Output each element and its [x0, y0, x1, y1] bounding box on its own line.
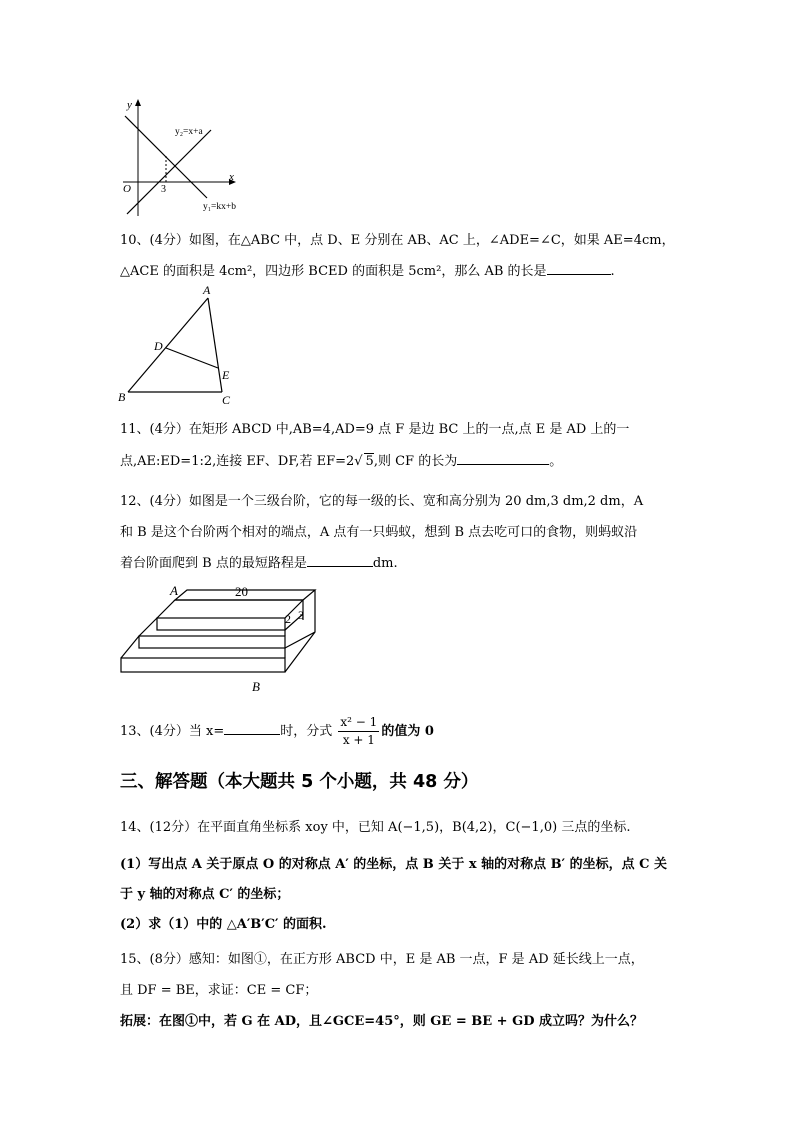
linear-graph-figure: [115, 96, 255, 218]
q11-line1: 11、(4分）在矩形 ABCD 中,AB=4,AD=9 点 F 是边 BC 上的一点,点 E 是 AD 上的一: [120, 422, 630, 437]
q10-line2-text: △ACE 的面积是 4cm²，四边形 BCED 的面积是 5cm²，那么 AB 的长是: [120, 264, 547, 279]
q15-line1: 15、(8分）感知：如图①，在正方形 ABCD 中，E 是 AB 一点，F 是 AD 延长线上一点，: [120, 952, 644, 967]
q12-line3: [120, 552, 398, 571]
x-axis-label: x: [229, 171, 234, 183]
staircase-figure: [115, 580, 325, 698]
q12-line1: 12、(4分）如图是一个三级台阶，它的每一级的长、宽和高分别为 20 dm,3 dm,2 dm，A: [120, 494, 644, 509]
q13-text-c: 的值为 0: [381, 724, 434, 739]
q13-text-b: 时，分式: [280, 724, 333, 739]
fraction: [338, 714, 379, 749]
segment-de: [166, 348, 218, 368]
q15-line2: 且 DF = BE，求证：CE = CF；: [120, 983, 318, 998]
step-1-riser: [121, 658, 285, 672]
q11-line2: [120, 450, 562, 469]
vertex-a: A: [203, 283, 211, 297]
q14-line2: (1）写出点 A 关于原点 O 的对称点 A′ 的坐标，点 B 关于 x 轴的对称点 B′ 的坐标，点 C 关: [120, 857, 667, 872]
step-1-tread: [121, 636, 285, 658]
triangle-figure: [110, 282, 250, 407]
q13-line: [120, 712, 434, 752]
q12-line3-text: 着台阶面爬到 B 点的最短路程是: [120, 556, 307, 571]
tick-3-label: 3: [161, 184, 166, 195]
origin-label: O: [123, 183, 131, 195]
q12-line3-end: dm.: [372, 556, 398, 571]
step-3-riser: [157, 618, 285, 630]
q14-line3: 于 y 轴的对称点 C′ 的坐标；: [120, 887, 290, 902]
y-axis-arrow: [135, 99, 141, 106]
q12-line2: 和 B 是这个台阶两个相对的端点，A 点有一只蚂蚁，想到 B 点去吃可口的食物，则蚂蚁沿: [120, 525, 638, 540]
step-3-tread: [157, 600, 303, 618]
q15-line3: 拓展：在图①中，若 G 在 AD，且∠GCE=45°，则 GE = BE + GD 成立吗？为什么？: [120, 1014, 643, 1029]
stair-label-2: 2: [285, 612, 291, 626]
step-2-tread: [139, 618, 285, 636]
stair-label-a: A: [170, 583, 178, 598]
q11-line2-end: 。: [549, 454, 563, 469]
q11-line2-mid: ,则 CF 的长为: [373, 454, 458, 469]
y2-label: y₂=x+a: [175, 127, 203, 137]
q10-line1: 10、(4分）如图，在△ABC 中，点 D、E 分别在 AB、AC 上，∠ADE=∠C，如果 AE=4cm，: [120, 233, 675, 248]
side-ab: [128, 298, 208, 392]
side-ac: [208, 298, 222, 392]
q11-answer-blank[interactable]: [457, 450, 549, 465]
stair-label-20: 20: [235, 584, 248, 599]
q11-line2-text: 点,AE:ED=1:2,连接 EF、DF,若 EF=2: [120, 454, 355, 469]
y1-label: y₁=kx+b: [203, 202, 237, 212]
y-axis-label: y: [127, 99, 132, 111]
line-y2: [127, 130, 211, 214]
q13-answer-blank[interactable]: [224, 720, 280, 735]
point-e: E: [222, 368, 230, 382]
stair-label-3: 3: [298, 608, 304, 622]
sqrt-symbol: √: [354, 454, 363, 469]
vertex-c: C: [222, 393, 231, 407]
q14-line1: 14、(12分）在平面直角坐标系 xoy 中，已知 A(−1,5)，B(4,2)，C(−1,0) 三点的坐标.: [120, 820, 631, 835]
section-3-heading: 三、解答题（本大题共 5 个小题，共 48 分）: [120, 772, 479, 792]
point-d: D: [154, 339, 163, 353]
q12-answer-blank[interactable]: [307, 552, 373, 567]
fraction-numerator: x² − 1: [338, 714, 379, 732]
q10-line2: [120, 260, 615, 279]
q10-answer-blank[interactable]: [547, 260, 611, 275]
stair-label-b: B: [252, 679, 260, 694]
step-2-riser: [139, 636, 285, 648]
sqrt-radicand: 5: [365, 454, 374, 469]
q10-line2-end: .: [610, 264, 615, 279]
fraction-denominator: x + 1: [342, 733, 375, 747]
vertex-b: B: [118, 390, 126, 404]
q13-text-a: 13、(4分）当 x=: [120, 724, 225, 739]
q14-line4: (2）求（1）中的 △A′B′C′ 的面积.: [120, 917, 327, 932]
